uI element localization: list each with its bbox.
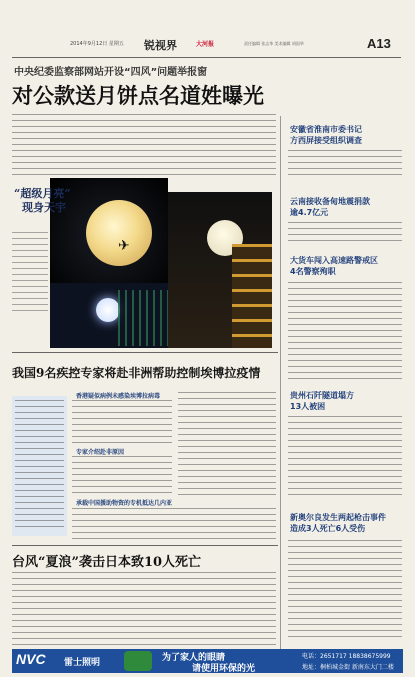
ebola-body-3	[72, 508, 276, 542]
photo-title-line2: 现身天宇	[22, 201, 66, 214]
section-rule-2	[12, 545, 278, 546]
full-moon-image	[86, 200, 152, 266]
sidebar-head-1-line2: 方西屏接受组织调查	[290, 136, 362, 145]
sidebar-head-5-line2: 造成3人死亡6人受伤	[290, 524, 366, 533]
sidebar-head-5-line1: 新奥尔良发生两起枪击事件	[290, 513, 386, 522]
typhoon-headline: 台风“夏浪”袭击日本致10人死亡	[12, 555, 202, 570]
typhoon-body	[12, 572, 276, 646]
ebola-subhead-2: 专家介绍赴非原因	[76, 449, 125, 456]
ebola-body-col3	[178, 392, 276, 500]
lead-headline: 对公款送月饼点名道姓曝光	[12, 83, 264, 108]
pagoda-image	[232, 244, 272, 348]
eco-leaf-icon	[124, 651, 152, 671]
sidebar-body-2	[288, 222, 402, 246]
sidebar-body-4	[288, 416, 402, 498]
newspaper-logo: 大河报	[196, 41, 215, 48]
ad-address: 地址：桐柏城金街 新南东大门二楼	[302, 664, 394, 671]
editor-credits: 责任编辑 张志华 美术编辑 胡国华	[244, 41, 304, 46]
sidebar-head-1	[290, 124, 362, 146]
photo-title	[14, 187, 71, 215]
sidebar-head-2-line2: 逾4.7亿元	[290, 208, 329, 217]
ebola-sidebar-text	[15, 400, 64, 532]
sidebar-body-1	[288, 150, 402, 180]
header-rule	[12, 57, 401, 58]
sidebar-head-4-line1: 贵州石阡隧道塌方	[290, 391, 354, 400]
page-number: A13	[367, 36, 391, 51]
ebola-sidebar-box	[12, 396, 67, 536]
issue-date: 2014年9月12日 星期五	[70, 41, 124, 47]
ebola-body-1	[72, 400, 172, 444]
sidebar-head-3	[290, 255, 378, 277]
sidebar-body-5	[288, 540, 402, 640]
sidebar-head-2	[290, 196, 370, 218]
ad-phone: 电话：2651717 18838675999	[302, 653, 391, 660]
photo-caption	[12, 232, 48, 312]
page-header	[0, 36, 415, 56]
ebola-body-2	[72, 456, 172, 496]
bridge-image	[118, 290, 168, 346]
sidebar-head-4-line2: 13人被困	[290, 402, 326, 411]
sidebar-head-2-line1: 云南接收备甸地震捐款	[290, 197, 370, 206]
sidebar-head-3-line1: 大货车闯入高速路警戒区	[290, 256, 378, 265]
ad-slogan-1: 为了家人的眼睛	[162, 653, 226, 663]
airplane-icon: ✈	[118, 238, 130, 254]
lead-kicker: 中央纪委监察部网站开设“四风”问题举报窗	[14, 67, 208, 78]
section-rule	[12, 352, 278, 353]
sidebar-head-1-line1: 安徽省淮南市委书记	[290, 125, 362, 134]
lead-article-body	[12, 114, 276, 176]
sidebar-body-3	[288, 282, 402, 382]
bridge-moon-image	[96, 298, 120, 322]
sidebar-head-4	[290, 390, 354, 412]
sidebar-head-5	[290, 512, 386, 534]
ebola-subhead-3: 承载中国援助物资的专机抵达几内亚	[76, 500, 173, 507]
ad-brand-logo: NVC	[16, 651, 46, 667]
section-title: 锐视界	[144, 39, 177, 52]
photo-title-line1: “超级月亮”	[14, 187, 71, 200]
ebola-subhead-1: 香港疑似病例未感染埃博拉病毒	[76, 393, 161, 400]
advertisement-banner[interactable]	[12, 649, 403, 673]
sidebar-head-3-line2: 4名警察殉职	[290, 267, 336, 276]
ad-slogan-2: 请使用环保的光	[192, 664, 256, 674]
ebola-headline: 我国9名疾控专家将赴非洲帮助控制埃博拉疫情	[12, 366, 261, 380]
ad-brand-name: 雷士照明	[64, 658, 101, 668]
